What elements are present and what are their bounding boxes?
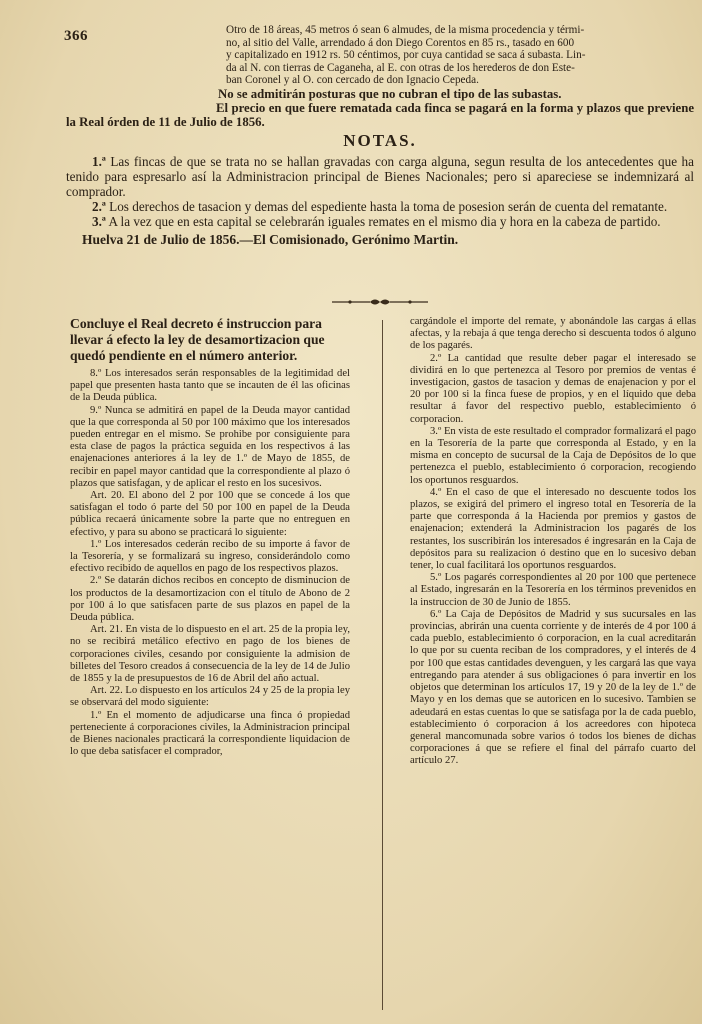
condition-payment: El precio en que fuere rematada cada finca se pagará en la forma y plazos que previene la Real órden de 11 de Julio de 1856.: [66, 100, 694, 129]
lot-description: [66, 24, 694, 87]
column-rule: [382, 320, 383, 1010]
note-text: Los derechos de tasacion y demas del espediente hasta la toma de posesion serán de cuenta del rematante.: [109, 198, 668, 214]
page-number: 366: [64, 28, 88, 44]
auction-notice: [66, 24, 694, 248]
decree-paragraph: Art. 20. El abono del 2 por 100 que se concede á los que satisfagan el todo ó parte del 50 por 100 en papel de la Deuda pública recaerá únicamente sobre la parte que no entreguen en efectivo, y para su abono se practicará lo siguiente:: [70, 490, 350, 538]
decree-paragraph: cargándole el importe del remate, y abonándole las cargas á ellas afectas, y la rebaja á que tenga derecho si descuenta todos ó alguno de los pagarés.: [410, 316, 696, 352]
decree-paragraph: 4.º En el caso de que el interesado no descuente todos los plazos, se exigirá del primero el ingreso total en Tesorería de la parte que corresponda á la Hacienda por premios y gastos de enajenacion; extenderá la Administracion los pagarés de los restantes, los suscribirán los interesados é ingresarán en la Caja de depósitos para su realizacion ó destino que en lo sucesivo deban tener, lo cual facilitará los oportunos resguardos.: [410, 486, 696, 572]
decree-paragraph: 2.º La cantidad que resulte deber pagar el interesado se dividirá en lo que pertenezca al Tesoro por premios de ventas é investigacion, gastos de tasacion y demas de enajenacion y por el 20 por 100 si la finca fuese de propios, y en el líquido que deba resultar á favor del respectivo pueblo, establecimiento ó corporacion.: [410, 352, 696, 425]
lot-line: Otro de 18 áreas, 45 metros ó sean 6 almudes, de la misma procedencia y térmi-: [226, 24, 585, 36]
lot-line: y capitalizado en 1912 rs. 50 céntimos, por cuya cantidad se saca á subasta. Lin-: [226, 49, 586, 61]
note-number: 3.ª: [92, 213, 106, 229]
decree-paragraph: Art. 22. Lo dispuesto en los artículos 24 y 25 de la propia ley se observará del modo siguiente:: [70, 685, 350, 709]
decree-paragraph: 8.º Los interesados serán responsables de la legitimidad del papel que presenten hasta tanto que se incauten de él las oficinas de la Deuda pública.: [70, 368, 350, 404]
lot-line: no, al sitio del Valle, arrendado á don Diego Corentos en 85 rs., tasado en 600: [226, 36, 575, 49]
note-number: 1.ª: [92, 153, 106, 169]
note-text: A la vez que en esta capital se celebrarán iguales remates en el mismo dia y hora en la cabeza de partido.: [108, 213, 661, 229]
decree-paragraph: 1.º En el momento de adjudicarse una finca ó propiedad perteneciente á corporaciones civiles, la Administracion principal de Bienes nacionales practicará la correspondiente liquidacion de lo que deba satisfacer el comprador,: [70, 709, 350, 758]
decree-columns: [70, 316, 696, 1022]
lot-line: ban Coronel y al O. con cercado de don Ignacio Cepeda.: [226, 74, 479, 86]
note-item: [66, 214, 694, 229]
decree-paragraph: 9.º Nunca se admitirá en papel de la Deuda mayor cantidad que la que corresponda al 50 por 100 máximo que los interesados pueden entregar en el mismo. Se prohibe por consiguiente para esta clase de pagos la práctica seguida en los respectivos á las enajenaciones anteriores á la ley de 1.º de Mayo de 1855, de recibir en papel mayor cantidad que la correspondiente al plazo ó plazos que satisfagan, y de aplicar el resto en los sucesivos.: [70, 404, 350, 489]
decree-paragraph: 3.º En vista de este resultado el comprador formalizará el pago en la Tesorería de la parte que corresponda al Estado, y en la misma en concepto de sucursal de la Caja de Depósitos de lo que pertenezca el pueblo, establecimiento ó corporacion, recogiendo los oportunos resguardos.: [410, 425, 696, 486]
decree-heading: Concluye el Real decreto é instruccion para llevar á efecto la ley de desamortizacion que quedó pendiente en el número anterior.: [70, 316, 325, 363]
note-number: 2.ª: [92, 198, 106, 214]
left-column: [70, 316, 350, 759]
lot-line: da al N. con tierras de Caganeha, al E. con otras de los herederos de don Este-: [226, 61, 575, 74]
signature-line: Huelva 21 de Julio de 1856.—El Comisionado, Gerónimo Martin.: [82, 231, 459, 247]
notes-title: NOTAS.: [343, 130, 417, 150]
note-item: [66, 199, 694, 214]
decree-paragraph: 6.º La Caja de Depósitos de Madrid y sus sucursales en las provincias, abrirán una cuenta corriente y de interés de 4 por 100 á cada pueblo, establecimiento ó corporacion, en la cual acreditarán lo que por su cuenta reciban de los compradores, y el interés de 4 por 100 que estas cantidades devenguen, y les cargará las que vaya entregando para atender á sus obligaciones ó para invertir en los objetos que determinan los artículos 17, 19 y 20 de la ley de 1.º de Mayo y en los demas que se autoricen en lo sucesivo. Tambien se adeudará en estas cuentas lo que se satisfaga por la de cada pueblo, establecimiento ó corporacion á los acreedores con hipoteca general mancomunada sobre varios ó todos los bienes de dichas corporaciones á que se refiere el final del párrafo cuarto del artículo 27.: [410, 608, 696, 767]
ornament-divider: [330, 297, 430, 307]
decree-paragraph: 2.º Se datarán dichos recibos en concepto de disminucion de los productos de la desamortizacion con el título de Abono de 2 por 100 á lo que satisfacen parte de sus plazos en papel de la Deuda pública.: [70, 575, 350, 624]
decree-paragraph: Art. 21. En vista de lo dispuesto en el art. 25 de la propia ley, no se recibirá metálico efectivo en pago de los bienes de corporaciones civiles, cesando por consiguiente la admision de billetes del Tesoro creados á consecuencia de la ley de 14 de Julio de 1855 y la de presupuestos de 16 de Abril del año actual.: [70, 624, 350, 685]
note-item: [66, 154, 694, 199]
note-text: Las fincas de que se trata no se hallan gravadas con carga alguna, segun resulta de los antecedentes que ha tenido para espresarlo así la Administracion principal de Bienes Nacionales; pero si apareciese se indemnizará al comprador.: [66, 153, 695, 199]
decree-paragraph: 5.º Los pagarés correspondientes al 20 por 100 que pertenece al Estado, ingresarán en la Tesorería en los términos prevenidos en la instruccion de 30 de Junio de 1855.: [410, 572, 696, 608]
right-column: [410, 316, 696, 768]
condition-minimum-bid: No se admitirán posturas que no cubran el tipo de las subastas.: [218, 86, 562, 101]
decree-paragraph: 1.º Los interesados cederán recibo de su importe á favor de la Tesorería, y se formalizará su ingreso, considerándolo como efectivo recibido de aquellos en pago de los respectivos plazos.: [70, 538, 350, 575]
